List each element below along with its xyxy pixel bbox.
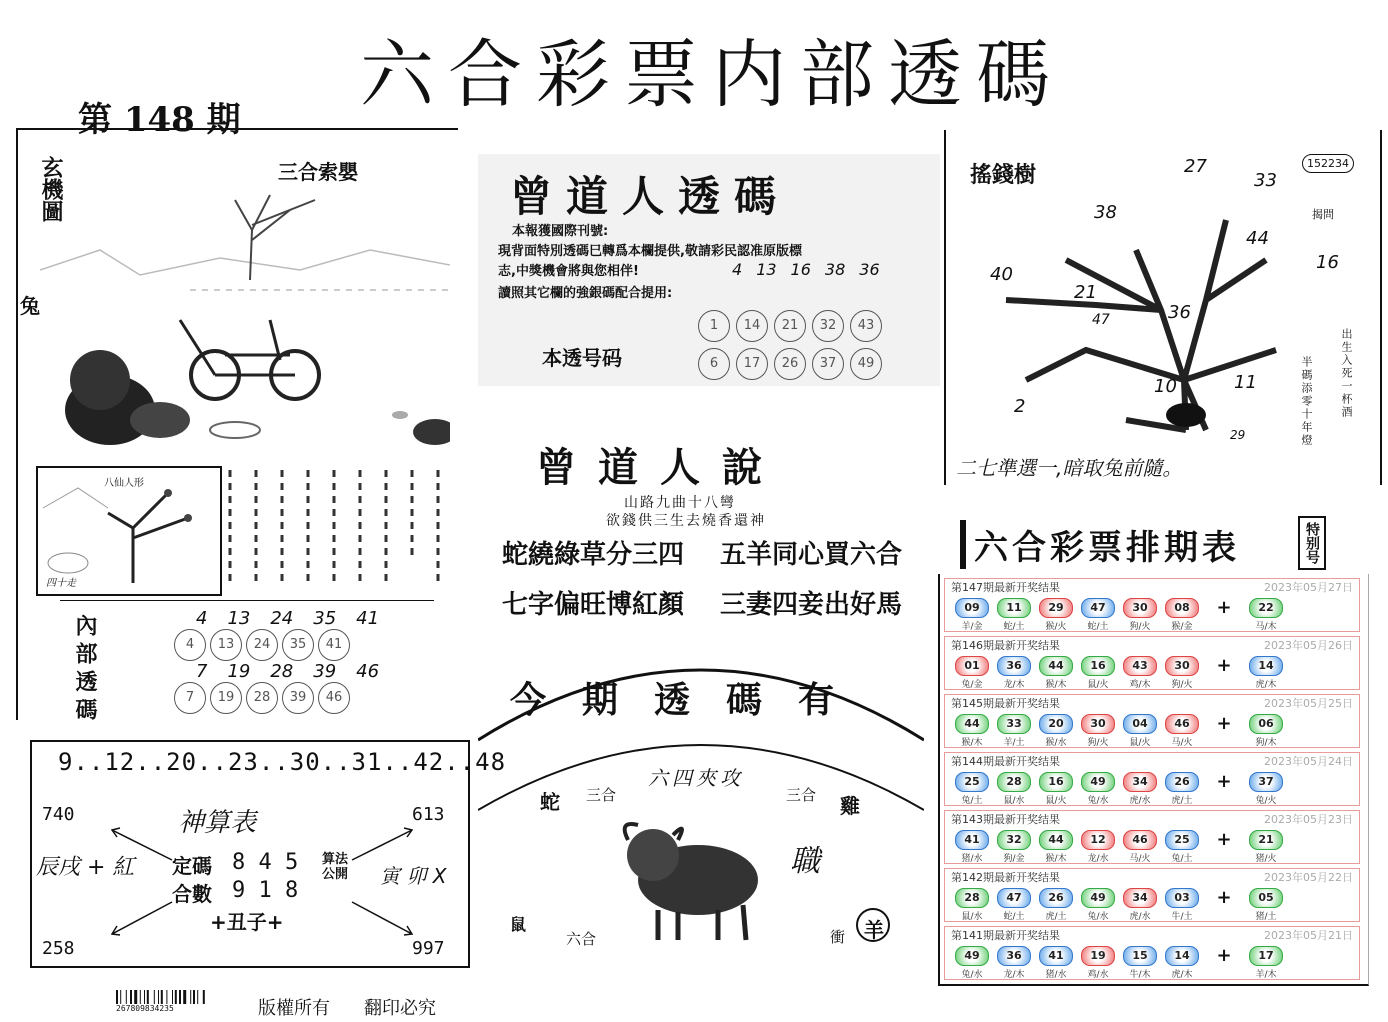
zodiac-element: 牛/土 bbox=[1171, 912, 1193, 922]
draw-date: 2023年05月26日 bbox=[1264, 639, 1353, 652]
code-circle: 17 bbox=[736, 348, 768, 380]
says-title: 曾道人說 bbox=[536, 444, 784, 491]
says-sub1: 山路九曲十八彎 bbox=[624, 495, 736, 511]
draw-header bbox=[945, 753, 1359, 767]
code-circle: 28 bbox=[246, 682, 278, 714]
code-circle: 7 bbox=[174, 682, 206, 714]
draw-header bbox=[945, 927, 1359, 941]
hand-num: 4 bbox=[732, 260, 743, 279]
number-ball: 29 bbox=[1039, 598, 1073, 618]
draw-header bbox=[945, 869, 1359, 883]
calc-bottom-left: 258 bbox=[42, 938, 75, 959]
zodiac-element: 虎/土 bbox=[1171, 796, 1193, 806]
zodiac-element: 猴/木 bbox=[1045, 680, 1067, 690]
special-zodiac: 狗/木 bbox=[1255, 738, 1277, 748]
tree-num: 11 bbox=[1234, 372, 1257, 393]
zeng-panel bbox=[478, 154, 940, 386]
barcode-bar bbox=[126, 990, 127, 1004]
number-ball: 30 bbox=[1123, 598, 1157, 618]
number-ball: 32 bbox=[997, 830, 1031, 850]
zodiac-row bbox=[945, 735, 1359, 748]
number-ball: 26 bbox=[1165, 772, 1199, 792]
dm-label: 定碼 bbox=[172, 854, 212, 878]
illustration-drawing bbox=[40, 140, 450, 445]
code-circle: 43 bbox=[850, 310, 882, 342]
zodiac-element: 龙/木 bbox=[1003, 970, 1025, 980]
picture-caption: 三合索嬰 bbox=[278, 160, 358, 184]
calc-top-right: 613 bbox=[412, 804, 445, 825]
ball-row bbox=[945, 771, 1359, 792]
special-ball: 06 bbox=[1249, 714, 1283, 734]
hand-num: 28 bbox=[270, 661, 294, 682]
tree-num: 33 bbox=[1254, 170, 1277, 191]
special-zodiac: 马/木 bbox=[1255, 622, 1277, 632]
zodiac-element: 鼠/火 bbox=[1087, 680, 1109, 690]
special-ball: 14 bbox=[1249, 656, 1283, 676]
zodiac-element: 猴/木 bbox=[961, 738, 983, 748]
zodiac-snake: 蛇 bbox=[540, 790, 560, 814]
divider bbox=[60, 600, 434, 601]
zodiac-element: 兔/水 bbox=[1087, 796, 1109, 806]
number-ball: 44 bbox=[1039, 656, 1073, 676]
says-sub2: 欲錢供三生去燒香還神 bbox=[606, 513, 766, 529]
plus-sign: + bbox=[1216, 887, 1232, 908]
number-ball: 46 bbox=[1165, 714, 1199, 734]
draw-date: 2023年05月25日 bbox=[1264, 697, 1353, 710]
zodiac-element: 虎/土 bbox=[1045, 912, 1067, 922]
zeng-row1 bbox=[698, 310, 882, 342]
draw-result bbox=[944, 578, 1360, 632]
draw-label: 第141期最新开奖结果 bbox=[951, 929, 1060, 942]
sanhe-right: 三合 bbox=[786, 786, 817, 804]
number-ball: 14 bbox=[1165, 946, 1199, 966]
page-title: 六合彩票内部透碼 bbox=[360, 32, 1064, 118]
zodiac-element: 鸡/木 bbox=[1129, 680, 1151, 690]
draw-date: 2023年05月22日 bbox=[1264, 871, 1353, 884]
ball-row bbox=[945, 655, 1359, 676]
number-ball: 41 bbox=[1039, 946, 1073, 966]
zodiac-element: 龙/木 bbox=[1003, 680, 1025, 690]
draw-label: 第143期最新开奖结果 bbox=[951, 813, 1060, 826]
code-circle: 21 bbox=[774, 310, 806, 342]
draw-date: 2023年05月21日 bbox=[1264, 929, 1353, 942]
zodiac-element: 蛇/土 bbox=[1003, 622, 1025, 632]
zodiac-row bbox=[945, 967, 1359, 980]
number-ball: 47 bbox=[997, 888, 1031, 908]
draw-label: 第146期最新开奖结果 bbox=[951, 639, 1060, 652]
zodiac-element: 猴/火 bbox=[1045, 622, 1067, 632]
code-circle: 37 bbox=[812, 348, 844, 380]
tree-num: 44 bbox=[1246, 228, 1269, 249]
plus-sign: + bbox=[1216, 655, 1232, 676]
code-circle: 24 bbox=[246, 629, 278, 661]
zodiac-element: 兔/水 bbox=[1087, 912, 1109, 922]
zodiac-element: 虎/水 bbox=[1129, 796, 1151, 806]
barcode-bar bbox=[140, 990, 141, 1004]
code-circle: 39 bbox=[282, 682, 314, 714]
draw-result bbox=[944, 926, 1360, 980]
tree-bottom-verse: 二七準選一,暗取兔前隨。 bbox=[956, 456, 1183, 480]
number-ball: 26 bbox=[1039, 888, 1073, 908]
zeng-line4: 讀照其它欄的強銀碼配合提用: bbox=[498, 286, 673, 301]
tree-drawing bbox=[946, 130, 1380, 485]
zeng-line3: 志,中獎機會將與您相伴! bbox=[498, 264, 639, 279]
number-ball: 49 bbox=[1081, 772, 1115, 792]
zodiac-element: 鼠/火 bbox=[1045, 796, 1067, 806]
zodiac-element: 鼠/火 bbox=[1129, 738, 1151, 748]
tree-verse1: 出生入死一杯酒 bbox=[1340, 328, 1353, 419]
zodiac-element: 虎/水 bbox=[1129, 912, 1151, 922]
hand-num: 36 bbox=[859, 260, 880, 279]
code-circle: 49 bbox=[850, 348, 882, 380]
says-poem2b: 三妻四妾出好馬 bbox=[720, 590, 903, 620]
barcode-bar bbox=[120, 990, 121, 1004]
code-circle: 19 bbox=[210, 682, 242, 714]
zeng-hand-row bbox=[732, 260, 880, 279]
zeng-line1: 本報獲國際刊號: bbox=[512, 224, 609, 239]
zodiac-element: 牛/木 bbox=[1129, 970, 1151, 980]
number-ball: 09 bbox=[955, 598, 989, 618]
number-ball: 34 bbox=[1123, 772, 1157, 792]
results-title: 六合彩票排期表 bbox=[960, 520, 1240, 569]
arc-hand-note: 職 bbox=[790, 844, 820, 879]
barcode-bar bbox=[154, 990, 155, 1004]
code-circle: 46 bbox=[318, 682, 350, 714]
tree-num: 29 bbox=[1230, 428, 1246, 442]
inner-row2 bbox=[174, 682, 434, 714]
hand-num: 39 bbox=[313, 661, 337, 682]
zodiac-element: 鸡/水 bbox=[1087, 970, 1109, 980]
zodiac-rat: 鼠 bbox=[510, 915, 527, 934]
liuhe-label: 六合 bbox=[566, 930, 597, 948]
stamp-label: 揭問 bbox=[1312, 208, 1334, 221]
ball-row bbox=[945, 713, 1359, 734]
tree-num: 47 bbox=[1092, 312, 1110, 328]
zodiac-element: 猴/金 bbox=[1171, 622, 1193, 632]
zodiac-element: 马/火 bbox=[1171, 738, 1193, 748]
plus-sign: + bbox=[1216, 829, 1232, 850]
inner-row2-hand bbox=[174, 661, 434, 682]
tree-num: 2 bbox=[1014, 396, 1026, 417]
barcode-bar bbox=[158, 990, 159, 1004]
number-ball: 49 bbox=[955, 946, 989, 966]
tree-num: 38 bbox=[1094, 202, 1117, 223]
plus-sign: + bbox=[1216, 945, 1232, 966]
special-ball: 37 bbox=[1249, 772, 1283, 792]
hand-num: 19 bbox=[227, 661, 251, 682]
code-circle: 35 bbox=[282, 629, 314, 661]
code-circle: 13 bbox=[210, 629, 242, 661]
hs-label: 合數 bbox=[172, 882, 212, 906]
ball-row bbox=[945, 887, 1359, 908]
zeng-title: 曾道人透碼 bbox=[510, 172, 791, 221]
code-circle: 41 bbox=[318, 629, 350, 661]
special-ball: 22 bbox=[1249, 598, 1283, 618]
zeng-row2 bbox=[698, 348, 882, 380]
barcode-bar bbox=[172, 990, 173, 1004]
zodiac-element: 狗/火 bbox=[1087, 738, 1109, 748]
says-poem2a: 七字偏旺博紅顏 bbox=[502, 590, 685, 620]
results-header bbox=[948, 514, 1368, 570]
arc-center: 六四夾攻 bbox=[648, 766, 744, 790]
special-ball: 05 bbox=[1249, 888, 1283, 908]
plus-sign: + bbox=[1216, 771, 1232, 792]
zodiac-element: 兔/土 bbox=[1171, 854, 1193, 864]
draw-label: 第145期最新开奖结果 bbox=[951, 697, 1060, 710]
says-poem1b: 五羊同心買六合 bbox=[720, 540, 903, 570]
hand-num: 35 bbox=[313, 608, 337, 629]
number-ball: 25 bbox=[1165, 830, 1199, 850]
dm-value: 8 4 5 bbox=[232, 850, 299, 875]
zodiac-element: 狗/火 bbox=[1171, 680, 1193, 690]
draw-result bbox=[944, 868, 1360, 922]
inner-code-grid bbox=[174, 608, 434, 720]
special-ball: 21 bbox=[1249, 830, 1283, 850]
code-circle: 6 bbox=[698, 348, 730, 380]
money-tree-panel bbox=[944, 130, 1382, 485]
sanhe-left: 三合 bbox=[586, 786, 617, 804]
zodiac-element: 龙/水 bbox=[1087, 854, 1109, 864]
special-zodiac: 猪/火 bbox=[1255, 854, 1277, 864]
hand-num: 13 bbox=[227, 608, 251, 629]
barcode-bar bbox=[203, 990, 205, 1004]
inset-signature: 四十走 bbox=[46, 578, 76, 589]
number-ball: 46 bbox=[1123, 830, 1157, 850]
says-poem1a: 蛇繞綠草分三四 bbox=[502, 540, 685, 570]
calc-title: 神算表 bbox=[178, 808, 257, 838]
hand-num: 13 bbox=[756, 260, 777, 279]
zodiac-element: 兔/水 bbox=[961, 970, 983, 980]
zodiac-element: 猪/水 bbox=[961, 854, 983, 864]
zodiac-element: 狗/火 bbox=[1129, 622, 1151, 632]
inner-row1-hand bbox=[174, 608, 434, 629]
number-ball: 43 bbox=[1123, 656, 1157, 676]
number-ball: 34 bbox=[1123, 888, 1157, 908]
number-ball: 44 bbox=[1039, 830, 1073, 850]
barcode-bar bbox=[144, 990, 145, 1004]
calc-left-hand: 辰戌 + 紅 bbox=[36, 855, 135, 880]
tree-num: 10 bbox=[1154, 376, 1177, 397]
number-ball: 19 bbox=[1081, 946, 1115, 966]
draw-label: 第147期最新开奖结果 bbox=[951, 581, 1060, 594]
special-zodiac: 猪/土 bbox=[1255, 912, 1277, 922]
zodiac-element: 猪/水 bbox=[1045, 970, 1067, 980]
says-panel bbox=[478, 400, 938, 630]
number-ball: 28 bbox=[997, 772, 1031, 792]
barcode-bar bbox=[116, 990, 118, 1004]
hand-num: 46 bbox=[356, 661, 380, 682]
code-circle: 32 bbox=[812, 310, 844, 342]
side-label: 玄機圖 bbox=[38, 156, 64, 222]
calc-top-left: 740 bbox=[42, 804, 75, 825]
barcode-bar bbox=[161, 990, 163, 1004]
special-zodiac: 羊/木 bbox=[1255, 970, 1277, 980]
draw-header bbox=[945, 637, 1359, 651]
inner-code-label: 內部透碼 bbox=[72, 614, 98, 726]
draw-result bbox=[944, 752, 1360, 806]
poem-text-strokes bbox=[222, 466, 454, 592]
code-circle: 26 bbox=[774, 348, 806, 380]
zeng-special: 本透号码 bbox=[542, 346, 622, 370]
number-ball: 28 bbox=[955, 888, 989, 908]
poem-vertical-columns bbox=[222, 466, 454, 592]
barcode-bar bbox=[175, 990, 177, 1004]
margin-char: 兔 bbox=[20, 294, 40, 318]
zodiac-row bbox=[945, 793, 1359, 806]
barcode-bar bbox=[179, 990, 181, 1004]
chong-label: 衝 bbox=[830, 928, 846, 946]
draw-header bbox=[945, 811, 1359, 825]
special-zodiac: 虎/木 bbox=[1255, 680, 1277, 690]
ball-row bbox=[945, 597, 1359, 618]
zodiac-element: 虎/木 bbox=[1171, 970, 1193, 980]
tree-num: 16 bbox=[1316, 252, 1339, 273]
hs-value: 9 1 8 bbox=[232, 878, 299, 903]
draw-label: 第142期最新开奖结果 bbox=[951, 871, 1060, 884]
zodiac-row bbox=[945, 619, 1359, 632]
draw-date: 2023年05月24日 bbox=[1264, 755, 1353, 768]
hand-num: 16 bbox=[790, 260, 811, 279]
number-ball: 41 bbox=[955, 830, 989, 850]
zodiac-element: 狗/金 bbox=[1003, 854, 1025, 864]
number-ball: 16 bbox=[1081, 656, 1115, 676]
inset-label: 八仙人形 bbox=[104, 478, 144, 489]
tree-verse2: 半碼添零十年燈 bbox=[1300, 356, 1313, 447]
number-ball: 36 bbox=[997, 946, 1031, 966]
number-ball: 04 bbox=[1123, 714, 1157, 734]
inner-row1 bbox=[174, 629, 434, 661]
calc-arrows bbox=[32, 742, 468, 966]
zodiac-rooster: 雞 bbox=[840, 794, 860, 818]
draw-result bbox=[944, 636, 1360, 690]
number-ball: 44 bbox=[955, 714, 989, 734]
number-ball: 08 bbox=[1165, 598, 1199, 618]
zodiac-goat: 羊 bbox=[864, 918, 884, 942]
tree-num: 21 bbox=[1074, 282, 1097, 303]
hand-num: 41 bbox=[356, 608, 380, 629]
draw-label: 第144期最新开奖结果 bbox=[951, 755, 1060, 768]
barcode-bar bbox=[130, 990, 132, 1004]
number-ball: 47 bbox=[1081, 598, 1115, 618]
zodiac-element: 猴/木 bbox=[1045, 854, 1067, 864]
draw-date: 2023年05月27日 bbox=[1264, 581, 1353, 594]
zodiac-row bbox=[945, 851, 1359, 864]
special-tag: 特别号 bbox=[1298, 516, 1326, 570]
calc-bottom-right: 997 bbox=[412, 938, 445, 959]
zodiac-element: 鼠/水 bbox=[961, 912, 983, 922]
number-ball: 03 bbox=[1165, 888, 1199, 908]
number-ball: 49 bbox=[1081, 888, 1115, 908]
tree-num: 27 bbox=[1184, 156, 1207, 177]
barcode-bar bbox=[134, 990, 137, 1004]
calc-bottom-text: +丑子+ bbox=[210, 910, 284, 934]
plus-sign: + bbox=[1216, 597, 1232, 618]
special-zodiac: 兔/火 bbox=[1255, 796, 1277, 806]
number-ball: 33 bbox=[997, 714, 1031, 734]
calc-side-note: 算法公開 bbox=[322, 852, 349, 882]
hand-num: 38 bbox=[824, 260, 846, 279]
zodiac-element: 羊/土 bbox=[1003, 738, 1025, 748]
barcode-bar bbox=[193, 990, 195, 1004]
zodiac-element: 蛇/土 bbox=[1087, 622, 1109, 632]
number-ball: 15 bbox=[1123, 946, 1157, 966]
zodiac-element: 马/火 bbox=[1129, 854, 1151, 864]
barcode-bar bbox=[183, 990, 186, 1004]
zodiac-row bbox=[945, 677, 1359, 690]
barcode-bar bbox=[147, 990, 149, 1004]
barcode-bar bbox=[166, 990, 167, 1004]
barcode-bar bbox=[190, 990, 191, 1004]
hand-num: 4 bbox=[196, 608, 208, 629]
hand-num: 7 bbox=[196, 661, 208, 682]
hand-num: 24 bbox=[270, 608, 294, 629]
code-circle: 4 bbox=[174, 629, 206, 661]
number-ball: 20 bbox=[1039, 714, 1073, 734]
arc-title: 今期透碼有 bbox=[510, 679, 871, 721]
poem-panel bbox=[36, 466, 222, 596]
zodiac-element: 兔/土 bbox=[961, 796, 983, 806]
mystery-picture-panel bbox=[20, 140, 450, 445]
issue-number: 第 148 期 bbox=[78, 100, 241, 140]
draw-result bbox=[944, 810, 1360, 864]
tree-title: 搖錢樹 bbox=[970, 162, 1037, 188]
draw-result bbox=[944, 694, 1360, 748]
special-ball: 17 bbox=[1249, 946, 1283, 966]
tree-num: 40 bbox=[990, 264, 1013, 285]
zodiac-element: 猴/水 bbox=[1045, 738, 1067, 748]
code-circle: 1 bbox=[698, 310, 730, 342]
zodiac-element: 羊/金 bbox=[961, 622, 983, 632]
number-ball: 30 bbox=[1081, 714, 1115, 734]
plus-sign: + bbox=[1216, 713, 1232, 734]
zodiac-element: 鼠/水 bbox=[1003, 796, 1025, 806]
calc-numbers: 9..12..20..23..30..31..42..48 bbox=[58, 748, 507, 776]
number-ball: 16 bbox=[1039, 772, 1073, 792]
draw-header bbox=[945, 695, 1359, 709]
barcode-number: 267809834235 bbox=[116, 1004, 174, 1013]
ball-row bbox=[945, 945, 1359, 966]
number-ball: 30 bbox=[1165, 656, 1199, 676]
zeng-line2: 現背面特別透碼巳轉爲本欄提供,敬請彩民認准原版標 bbox=[498, 244, 802, 259]
no-reprint: 翻印必究 bbox=[364, 998, 436, 1019]
ball-row bbox=[945, 829, 1359, 850]
barcode-bar bbox=[197, 990, 198, 1004]
draw-header bbox=[945, 579, 1359, 593]
zodiac-element: 蛇/土 bbox=[1003, 912, 1025, 922]
zodiac-element: 兔/金 bbox=[961, 680, 983, 690]
copyright: 版權所有 bbox=[258, 998, 330, 1019]
code-circle: 14 bbox=[736, 310, 768, 342]
draw-date: 2023年05月23日 bbox=[1264, 813, 1353, 826]
number-ball: 12 bbox=[1081, 830, 1115, 850]
stamp-number: 152234 bbox=[1302, 154, 1354, 173]
number-ball: 01 bbox=[955, 656, 989, 676]
number-ball: 11 bbox=[997, 598, 1031, 618]
number-ball: 36 bbox=[997, 656, 1031, 676]
number-ball: 25 bbox=[955, 772, 989, 792]
calc-panel bbox=[30, 740, 507, 968]
calc-right-hand: 寅 卯 X bbox=[380, 864, 447, 888]
tree-num: 36 bbox=[1168, 302, 1191, 323]
zodiac-row bbox=[945, 909, 1359, 922]
